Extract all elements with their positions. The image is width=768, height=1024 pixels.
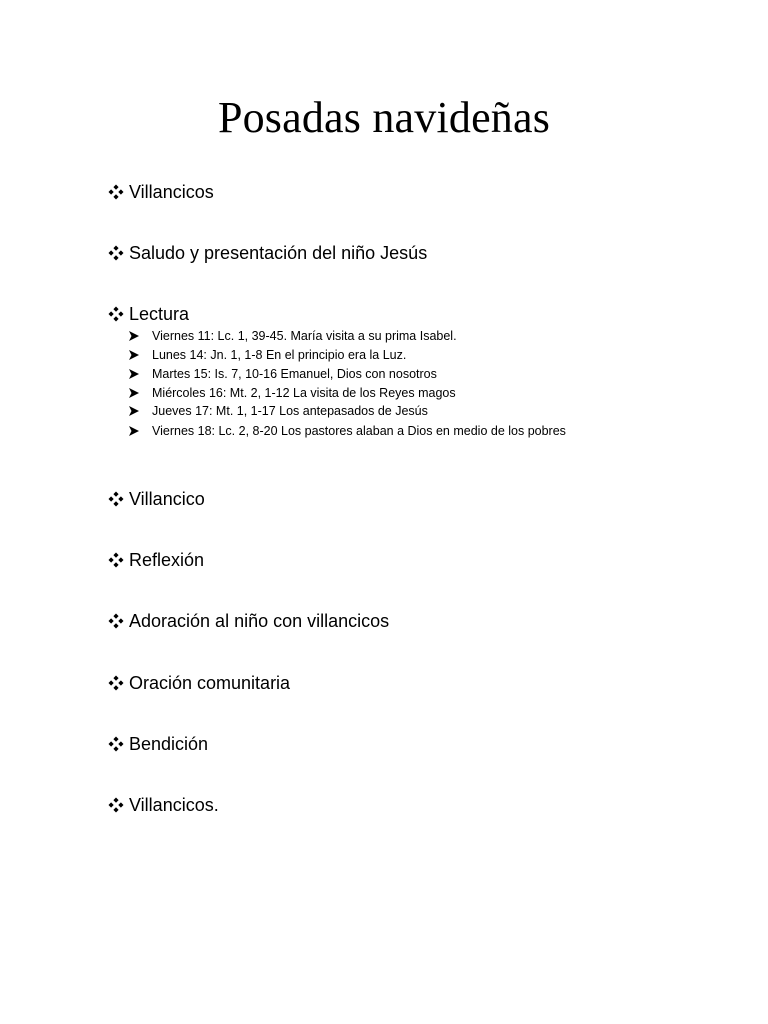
document-title: Posadas navideñas	[217, 93, 551, 142]
arrowhead-bullet-icon	[128, 405, 140, 417]
list-item-label: Villancico	[129, 489, 205, 509]
list-item-label: Saludo y presentación del niño Jesús	[129, 243, 428, 263]
four-diamond-bullet-icon	[108, 736, 124, 752]
reading-item	[128, 402, 428, 420]
four-diamond-bullet-icon	[108, 552, 124, 568]
list-item-label: Villancicos	[129, 182, 214, 202]
reading-item	[128, 327, 457, 345]
reading-item	[128, 346, 406, 364]
arrowhead-bullet-icon	[128, 349, 140, 361]
four-diamond-bullet-icon	[108, 613, 124, 629]
list-item-oracion	[108, 671, 290, 695]
arrowhead-bullet-icon	[128, 425, 140, 437]
reading-item	[128, 384, 456, 402]
four-diamond-bullet-icon	[108, 184, 124, 200]
list-item-label: Bendición	[129, 734, 209, 754]
reading-text: Jueves 17: Mt. 1, 1-17 Los antepasados de Jesús	[152, 404, 428, 418]
list-item-villancicos	[108, 180, 214, 204]
list-item-bendicion	[108, 732, 208, 756]
four-diamond-bullet-icon	[108, 491, 124, 507]
reading-text: Viernes 11: Lc. 1, 39-45. María visita a su prima Isabel.	[152, 329, 457, 343]
reading-text: Miércoles 16: Mt. 2, 1-12 La visita de los Reyes magos	[152, 386, 456, 400]
list-item-label: Villancicos.	[129, 795, 219, 815]
four-diamond-bullet-icon	[108, 675, 124, 691]
list-item-label: Reflexión	[129, 550, 205, 570]
list-item-adoracion	[108, 609, 389, 633]
reading-text: Martes 15: Is. 7, 10-16 Emanuel, Dios con nosotros	[152, 367, 437, 381]
list-item-lectura	[108, 302, 189, 326]
reading-item	[128, 365, 437, 383]
list-item-reflexion	[108, 548, 204, 572]
list-item-label: Adoración al niño con villancicos	[129, 611, 390, 631]
list-item-villancicos-final	[108, 793, 219, 817]
list-item-label: Lectura	[129, 304, 190, 324]
list-item-label: Oración comunitaria	[129, 673, 291, 693]
list-item-villancico	[108, 487, 205, 511]
arrowhead-bullet-icon	[128, 368, 140, 380]
reading-text: Lunes 14: Jn. 1, 1-8 En el principio era la Luz.	[152, 348, 407, 362]
reading-item	[128, 422, 566, 440]
reading-text: Viernes 18: Lc. 2, 8-20 Los pastores alaban a Dios en medio de los pobres	[152, 424, 566, 438]
list-item-saludo	[108, 241, 427, 265]
four-diamond-bullet-icon	[108, 306, 124, 322]
arrowhead-bullet-icon	[128, 387, 140, 399]
arrowhead-bullet-icon	[128, 330, 140, 342]
four-diamond-bullet-icon	[108, 797, 124, 813]
four-diamond-bullet-icon	[108, 245, 124, 261]
